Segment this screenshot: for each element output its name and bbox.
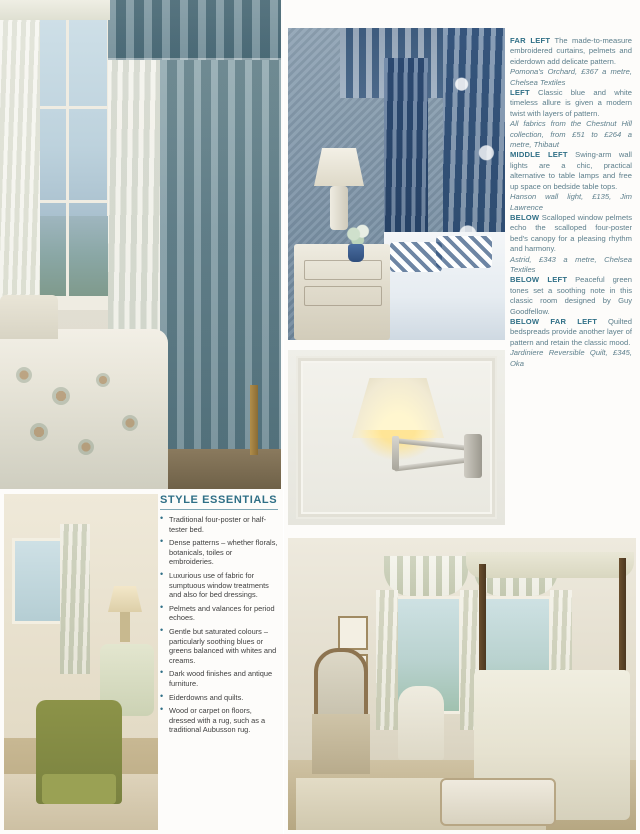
photo-layer-quilt-motif (16, 367, 32, 383)
caption-block (510, 36, 632, 67)
list-item: • Gentle but saturated colours – particularly soothing blues or greens balanced with whites and creams. (160, 627, 278, 665)
photo-layer-curtain (376, 590, 398, 730)
photo-curtained-bedroom (0, 0, 281, 489)
caption-body: Scalloped window pelmets echo the scalloped four-poster bed's canopy for a pleasing rhythm and harmony. (510, 212, 632, 254)
caption-block (510, 67, 632, 88)
photo-layer-canopy (466, 552, 634, 578)
list-item: • Dense patterns – whether florals, botanicals, toiles or embroideries. (160, 538, 278, 567)
list-item: • Eiderdowns and quilts. (160, 693, 278, 703)
photo-layer-lamp-base (120, 612, 130, 642)
photo-layer-headboard (0, 295, 58, 339)
photo-layer-quilt-motif (78, 439, 94, 455)
list-item: • Pelmets and valances for period echoes. (160, 604, 278, 623)
photo-layer-quilt-motif (52, 387, 70, 405)
photo-layer-bench (440, 778, 556, 826)
caption-block (510, 119, 632, 150)
list-item: • Dark wood finishes and antique furniture. (160, 669, 278, 688)
caption-lead: BELOW LEFT (510, 275, 568, 285)
photo-layer-backplate (464, 434, 482, 478)
list-item: • Luxurious use of fabric for sumptuous window treatments and also for bed dressings. (160, 571, 278, 600)
photo-layer-arm-joint (392, 436, 399, 470)
photo-layer-drawer (304, 286, 382, 306)
page-gutter (283, 0, 284, 834)
caption-body: Classic blue and white timeless allure is given a modern twist with layers of pattern. (510, 88, 632, 118)
photo-layer-quilt-motif (96, 373, 110, 387)
caption-body: The made-to-measure embroidered curtains, pelmets and eiderdown add delicate pattern. (510, 36, 632, 66)
photo-layer-chair (398, 686, 444, 760)
caption-credit: Jardiniere Reversible Quilt, £345, Oka (510, 348, 632, 368)
caption-block (510, 192, 632, 213)
caption-block (510, 150, 632, 192)
photo-layer-pelmet-secondary (0, 0, 110, 20)
caption-credit: Pomona's Orchard, £367 a metre, Chelsea Textiles (510, 67, 632, 87)
photo-layer-curtain-right (160, 0, 281, 489)
caption-lead: FAR LEFT (510, 36, 551, 45)
caption-column (510, 36, 632, 369)
caption-credit: Astrid, £343 a metre, Chelsea Textiles (510, 254, 632, 274)
caption-lead: BELOW FAR LEFT (510, 316, 598, 326)
photo-layer-vase (348, 244, 364, 262)
caption-body: Swing-arm wall lights are a chic, practical alternative to table lamps and free up space on bedside table tops. (510, 150, 632, 191)
caption-body: Peaceful green tones set a soothing note in this classic room designed by Guy Goodfellow. (510, 275, 632, 316)
caption-block (510, 317, 632, 348)
photo-layer-curtain (60, 524, 90, 674)
list-item: • Wood or carpet on floors, dressed with a rug, such as a traditional Aubusson rug. (160, 706, 278, 735)
photo-layer-bed (384, 232, 505, 340)
photo-layer-bedside-table (294, 244, 390, 340)
caption-body: Quilted bedspreads provide another layer of pattern and retain the classic mood. (510, 316, 633, 347)
caption-lead: BELOW (510, 212, 540, 222)
photo-layer-lampstand (250, 385, 258, 455)
style-essentials-box (160, 494, 278, 794)
caption-credit: All fabrics from the Chestnut Hill collection, from £51 to £264 a metre, Thibaut (510, 119, 632, 150)
caption-block (510, 213, 632, 255)
caption-lead: LEFT (510, 88, 530, 98)
caption-block (510, 88, 632, 119)
photo-layer-framed-art (338, 616, 368, 650)
photo-fourposter-bedroom (288, 538, 636, 830)
style-essentials-title: STYLE ESSENTIALS (160, 494, 278, 510)
photo-layer-window (12, 538, 64, 624)
photo-layer-pelmet (108, 0, 281, 60)
photo-layer-pillow (390, 242, 442, 272)
photo-layer-quilt-motif (122, 415, 138, 431)
photo-layer-bed (0, 329, 168, 489)
caption-lead: MIDDLE LEFT (510, 150, 568, 160)
photo-layer-quilt-motif (30, 423, 48, 441)
photo-blue-fourposter (288, 28, 505, 340)
photo-layer-glazing-bar (66, 10, 69, 296)
style-essentials-list (160, 515, 278, 735)
list-item: • Traditional four-poster or half-tester bed. (160, 515, 278, 534)
photo-green-armchair (4, 494, 158, 830)
photo-layer-armchair-green (36, 700, 122, 804)
photo-layer-lamp-shade (314, 148, 364, 186)
caption-block (510, 348, 632, 369)
photo-wall-light (288, 350, 505, 525)
photo-layer-table (312, 714, 370, 774)
photo-layer-drawer (304, 260, 382, 280)
caption-block (510, 275, 632, 317)
caption-credit: Hanson wall light, £135, Jim Lawrence (510, 192, 632, 212)
photo-layer-floor (168, 449, 281, 489)
photo-layer-pillow (436, 236, 492, 268)
caption-block (510, 255, 632, 276)
